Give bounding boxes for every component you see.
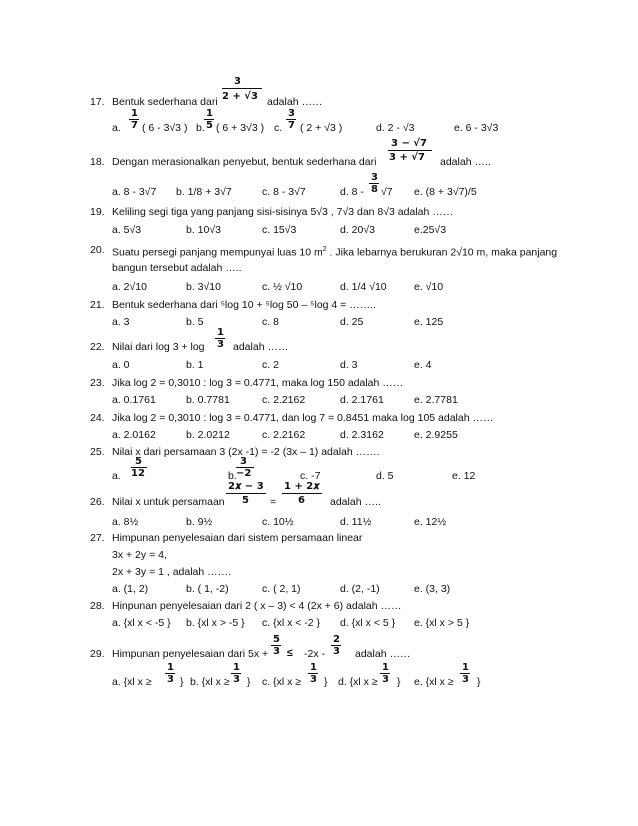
question-stem: Nilai x dari persamaan 3 (2x -1) = -2 (3x – 1) adalah …….	[112, 446, 380, 458]
question-middle: -2x -	[304, 648, 325, 660]
option-a-close: }	[180, 676, 184, 688]
option-b: b. 0.7781	[186, 394, 230, 406]
fraction-numerator: 5	[135, 456, 142, 467]
fraction-denominator: 3	[462, 674, 469, 685]
option-e-close: }	[477, 676, 481, 688]
question-number: 17.	[90, 96, 105, 108]
option-b-text: ( 6 + 3√3 )	[216, 122, 265, 134]
option-b: b. 2.0212	[186, 429, 230, 441]
fraction-denominator: 3	[382, 674, 389, 685]
question-line-2: bangun tersebut adalah …..	[112, 262, 242, 274]
question-number: 29.	[90, 648, 105, 660]
question-number: 26.	[90, 496, 105, 508]
option-e: e. 6 - 3√3	[454, 122, 499, 134]
option-c: c. 10½	[262, 516, 294, 528]
option-d: d. 20√3	[340, 224, 375, 236]
option-c: c. 8	[262, 316, 279, 328]
less-equal-sign: ≤	[287, 647, 293, 659]
fraction-denominator: 8	[371, 184, 378, 195]
question-stem: Jika log 2 = 0,3010 : log 3 = 0.4771, maka log 150 adalah ……	[112, 377, 404, 389]
option-d: d. 5	[376, 470, 394, 482]
question-stem: Keliling segi tiga yang panjang sisi-sisinya 5√3 , 7√3 dan 8√3 adalah ……	[112, 206, 454, 218]
option-c-label: c. {xl x ≥	[262, 676, 302, 688]
option-e: e. √10	[414, 281, 444, 293]
question-number: 18.	[90, 156, 105, 168]
fraction-denominator: 2 + √3	[222, 91, 258, 102]
option-a-label: a.	[112, 470, 121, 482]
equation-1: 3x + 2y = 4,	[112, 549, 167, 561]
option-d: d. (2, -1)	[340, 583, 380, 595]
fraction-denominator: 3 + √7	[389, 152, 425, 163]
option-b-label: b. {xl x ≥	[190, 676, 230, 688]
fraction-numerator: 2	[333, 634, 340, 645]
question-tail: adalah ……	[233, 341, 289, 353]
option-c: c. 8 - 3√7	[262, 186, 306, 198]
option-b: b. 9½	[186, 516, 213, 528]
option-b: b. ( 1, -2)	[186, 583, 229, 595]
option-e: e. 125	[414, 316, 444, 328]
option-d: d. 3	[340, 359, 358, 371]
option-c: c. ( 2, 1)	[262, 583, 301, 595]
option-b-close: }	[247, 676, 251, 688]
option-e: e. 4	[414, 359, 432, 371]
option-c: c. {xl x < -2 }	[262, 617, 321, 629]
fraction-numerator: 3	[288, 108, 295, 119]
question-stem: Bentuk sederhana dari	[112, 96, 218, 108]
question-number: 24.	[90, 412, 105, 424]
fraction-numerator: 1	[382, 662, 389, 673]
option-e: e. 12½	[414, 516, 447, 528]
option-d: d. {xl x < 5 }	[340, 617, 396, 629]
fraction-denominator: 5	[242, 495, 249, 506]
fraction-numerator: 1	[206, 108, 213, 119]
fraction-denominator: 7	[288, 120, 295, 131]
fraction-numerator: 1	[217, 327, 224, 338]
fraction-bar	[226, 493, 266, 494]
fraction-bar	[388, 150, 432, 151]
option-a-text: ( 6 - 3√3 )	[142, 122, 188, 134]
option-d: d. 2.3162	[340, 429, 384, 441]
question-tail: adalah …..	[330, 496, 381, 508]
question-stem: Himpunan penyelesaian dari sistem persamaan linear	[112, 532, 363, 544]
option-c-close: }	[324, 676, 328, 688]
fraction-numerator: 1	[462, 662, 469, 673]
question-number: 21.	[90, 299, 105, 311]
option-b: b. 3√10	[186, 281, 221, 293]
option-e: e. 2.9255	[414, 429, 458, 441]
question-stem: Himpunan penyelesaian dari 5x +	[112, 648, 269, 660]
fraction-denominator: 3	[217, 339, 224, 350]
option-b: b. 5	[186, 316, 204, 328]
line-1-end: . Jika lebarnya berukuran 2√10 m, maka panjang	[326, 246, 558, 259]
option-b: b. {xl x > -5 }	[186, 617, 245, 629]
option-e: e. 12	[452, 470, 476, 482]
fraction-denominator: 3	[333, 646, 340, 657]
question-stem: Bentuk sederhana dari ⁵log 10 + ⁵log 50 – ⁵log 4 = ……..	[112, 299, 377, 311]
option-a: a. (1, 2)	[112, 583, 149, 595]
option-d: d. 2 - √3	[376, 122, 415, 134]
option-d-label: d. 8 -	[340, 186, 364, 198]
option-d: d. 2.1761	[340, 394, 384, 406]
option-c: c. -7	[300, 470, 321, 482]
fraction-numerator: 1 + 2𝒙	[284, 481, 320, 492]
fraction-numerator: 1	[233, 662, 240, 673]
question-number: 20.	[90, 244, 105, 256]
option-a: a. 0	[112, 359, 130, 371]
fraction-denominator: 3	[273, 646, 280, 657]
fraction-bar	[222, 88, 262, 89]
fraction-numerator: 1	[310, 662, 317, 673]
fraction-numerator: 2𝒙 − 3	[228, 481, 264, 492]
fraction-numerator: 3	[371, 172, 378, 183]
fraction-denominator: 12	[131, 468, 145, 479]
fraction-denominator: 7	[131, 120, 138, 131]
option-b: b. 10√3	[186, 224, 221, 236]
fraction-denominator: 6	[298, 495, 305, 506]
question-stem: Nilai dari log 3 + log	[112, 341, 205, 353]
question-stem: Jika log 2 = 0,3010 : log 3 = 0.4771, dan log 7 = 0.8451 maka log 105 adalah ……	[112, 412, 494, 424]
fraction-denominator: 5	[206, 120, 213, 131]
fraction-denominator: 3	[310, 674, 317, 685]
option-a-label: a.	[112, 122, 121, 134]
question-stem: Nilai x untuk persamaan	[112, 496, 225, 508]
question-number: 23.	[90, 377, 105, 389]
option-d-label: d. {xl x ≥	[338, 676, 378, 688]
option-c: c. ½ √10	[262, 281, 303, 293]
question-number: 28.	[90, 600, 105, 612]
option-e: e. {xl x > 5 }	[414, 617, 470, 629]
line-1-start: Suatu persegi panjang mempunyai luas 10 m	[112, 246, 323, 259]
option-a: a. 2.0162	[112, 429, 156, 441]
question-stem: Hinpunan penyelesaian dari 2 ( x – 3) < 4 (2x + 6) adalah ……	[112, 600, 402, 612]
question-tail: adalah ……	[267, 96, 323, 108]
fraction-numerator: 1	[167, 662, 174, 673]
option-d: d. 1/4 √10	[340, 281, 387, 293]
fraction-numerator: 1	[131, 108, 138, 119]
fraction-numerator: 5	[273, 634, 280, 645]
option-d-close: }	[397, 676, 401, 688]
fraction-numerator: 3	[234, 76, 241, 87]
option-c: c. 2.2162	[262, 429, 306, 441]
option-b-label: b.	[228, 470, 237, 482]
superscript: 2	[322, 246, 327, 253]
option-b: b. 1	[186, 359, 204, 371]
option-c: c. 2	[262, 359, 279, 371]
question-stem: Dengan merasionalkan penyebut, bentuk sederhana dari	[112, 156, 377, 168]
question-tail: adalah …..	[440, 156, 491, 168]
option-c: c. 15√3	[262, 224, 297, 236]
option-a: a. 2√10	[112, 281, 147, 293]
option-d-text: √7	[381, 186, 393, 198]
option-a: a. 8½	[112, 516, 139, 528]
option-a: a. 5√3	[112, 224, 142, 236]
question-tail: adalah ……	[355, 648, 411, 660]
option-a: a. {xl x < -5 }	[112, 617, 171, 629]
fraction-denominator: 3	[167, 674, 174, 685]
option-e: e.25√3	[414, 224, 447, 236]
equals-sign: =	[270, 496, 277, 508]
option-e: e. (8 + 3√7)/5	[414, 186, 477, 198]
fraction-bar	[282, 493, 322, 494]
option-e: e. (3, 3)	[414, 583, 451, 595]
option-d: d. 11½	[340, 516, 372, 528]
option-c-text: ( 2 + √3 )	[300, 122, 343, 134]
option-a: a. 3	[112, 316, 130, 328]
question-number: 22.	[90, 341, 105, 353]
option-b-label: b.	[196, 122, 205, 134]
fraction-denominator: 3	[233, 674, 240, 685]
equation-2: 2x + 3y = 1 , adalah …….	[112, 566, 232, 578]
question-number: 19.	[90, 206, 105, 218]
option-a: a. 0.1761	[112, 394, 156, 406]
option-a: a. 8 - 3√7	[112, 186, 157, 198]
question-line-1	[112, 244, 557, 259]
option-c-label: c.	[274, 122, 283, 134]
question-number: 27.	[90, 532, 105, 544]
fraction-numerator: 3	[240, 456, 247, 467]
option-e: e. 2.7781	[414, 394, 458, 406]
option-d: d. 25	[340, 316, 364, 328]
option-e-label: e. {xl x ≥	[414, 676, 454, 688]
fraction-denominator: −2	[236, 468, 252, 479]
option-b: b. 1/8 + 3√7	[176, 186, 232, 198]
fraction-numerator: 3 − √7	[391, 138, 427, 149]
question-number: 25.	[90, 446, 105, 458]
option-a-label: a. {xl x ≥	[112, 676, 152, 688]
option-c: c. 2.2162	[262, 394, 306, 406]
